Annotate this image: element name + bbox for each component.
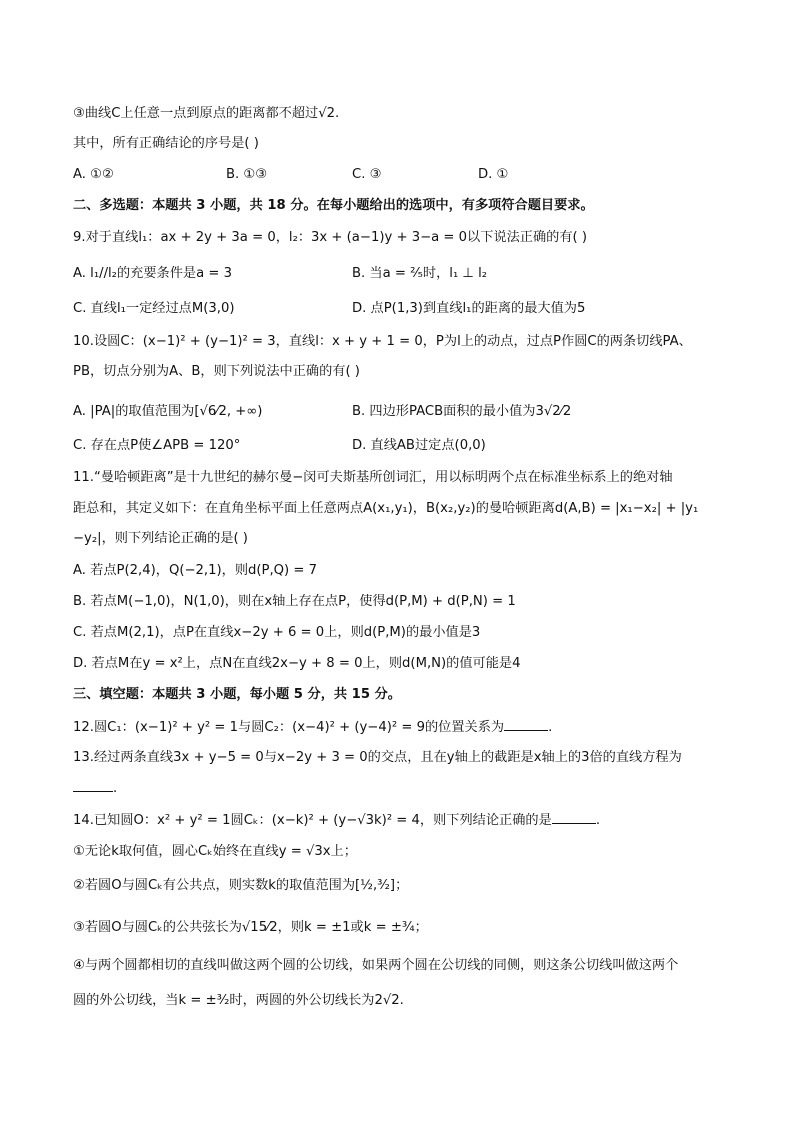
q11-option-d: D. 若点M在y = x²上，点N在直线2x−y + 8 = 0上，则d(M,N)的值可能是4 (73, 656, 521, 671)
q10-stem-line1: 10.设圆C：(x−1)² + (y−1)² = 3，直线l：x + y + 1 = 0，P为l上的动点，过点P作圆C的两条切线PA、 (73, 334, 692, 349)
q9-option-d: D. 点P(1,3)到直线l₁的距离的最大值为5 (352, 301, 586, 316)
q14-statement-4-line2: 圆的外公切线，当k = ±³⁄₂时，两圆的外公切线长为2√2. (73, 993, 404, 1008)
q9-option-a: A. l₁//l₂的充要条件是a = 3 (73, 266, 232, 281)
q11-option-b: B. 若点M(−1,0)，N(1,0)，则在x轴上存在点P，使得d(P,M) + d(P,N) = 1 (73, 594, 516, 609)
q8-option-d: D. ① (478, 167, 509, 182)
q9-stem: 9.对于直线l₁：ax + 2y + 3a = 0，l₂：3x + (a−1)y + 3−a = 0以下说法正确的有( ) (73, 230, 588, 245)
q13-answer-line: . (73, 778, 117, 799)
q8-option-a: A. ①② (73, 167, 114, 182)
q14-statement-1: ①无论k取何值，圆心Cₖ始终在直线y = √3x上； (73, 844, 357, 859)
q14-stem: 14.已知圆O：x² + y² = 1圆Cₖ：(x−k)² + (y−√3k)² = 4，则下列结论正确的是 . (73, 810, 600, 831)
q11-option-a: A. 若点P(2,4)，Q(−2,1)，则d(P,Q) = 7 (73, 563, 318, 578)
section-3-heading: 三、填空题：本题共 3 小题，每小题 5 分，共 15 分。 (73, 687, 401, 702)
q9-option-b: B. 当a = ²⁄₅时，l₁ ⊥ l₂ (352, 266, 488, 281)
q8-option-c: C. ③ (352, 167, 382, 182)
q14-text: 14.已知圆O：x² + y² = 1圆Cₖ：(x−k)² + (y−√3k)² = 4，则下列结论正确的是 (73, 813, 552, 828)
q12-stem: 12.圆C₁：(x−1)² + y² = 1与圆C₂：(x−4)² + (y−4)² = 9的位置关系为 . (73, 717, 552, 738)
q10-option-d: D. 直线AB过定点(0,0) (352, 438, 486, 453)
q8-statement-3: ③曲线C上任意一点到原点的距离都不超过√2. (73, 106, 340, 121)
q11-stem-line2: 距总和，其定义如下：在直角坐标平面上任意两点A(x₁,y₁)，B(x₂,y₂)的曼哈顿距离d(A,B) = |x₁−x₂| + |y₁ (73, 501, 699, 516)
q11-stem-line1: 11.“曼哈顿距离”是十九世纪的赫尔曼−闵可夫斯基所创词汇，用以标明两个点在标准坐标系上的绝对轴 (73, 470, 673, 485)
q14-statement-2: ②若圆O与圆Cₖ有公共点，则实数k的取值范围为[½,³⁄₂]； (73, 878, 409, 893)
q10-option-a: A. |PA|的取值范围为[√6⁄2, +∞) (73, 404, 263, 419)
q10-stem-line2: PB，切点分别为A、B，则下列说法中正确的有( ) (73, 364, 360, 379)
section-2-heading: 二、多选题：本题共 3 小题，共 18 分。在每小题给出的选项中，有多项符合题目要求。 (73, 198, 594, 213)
q8-prompt: 其中，所有正确结论的序号是( ) (73, 136, 259, 151)
q8-option-b: B. ①③ (226, 167, 268, 182)
q10-option-b: B. 四边形PACB面积的最小值为3√2⁄2 (352, 404, 572, 419)
q14-answer-blank (552, 810, 596, 824)
q11-option-c: C. 若点M(2,1)，点P在直线x−2y + 6 = 0上，则d(P,M)的最小值是3 (73, 625, 481, 640)
q14-statement-4-line1: ④与两个圆都相切的直线叫做这两个圆的公切线，如果两个圆在公切线的同侧，则这条公切线叫做这两个 (73, 958, 679, 973)
q14-statement-3: ③若圆O与圆Cₖ的公共弦长为√15⁄2，则k = ±1或k = ±¾； (73, 920, 428, 935)
q10-option-c: C. 存在点P使∠APB = 120° (73, 438, 241, 453)
q11-stem-line3: −y₂|，则下列结论正确的是( ) (73, 531, 248, 546)
q9-option-c: C. 直线l₁一定经过点M(3,0) (73, 301, 235, 316)
q13-answer-blank (73, 778, 113, 792)
q12-text: 12.圆C₁：(x−1)² + y² = 1与圆C₂：(x−4)² + (y−4)² = 9的位置关系为 (73, 720, 505, 735)
q13-stem: 13.经过两条直线3x + y−5 = 0与x−2y + 3 = 0的交点，且在y轴上的截距是x轴上的3倍的直线方程为 (73, 750, 682, 765)
q12-answer-blank (504, 717, 548, 731)
